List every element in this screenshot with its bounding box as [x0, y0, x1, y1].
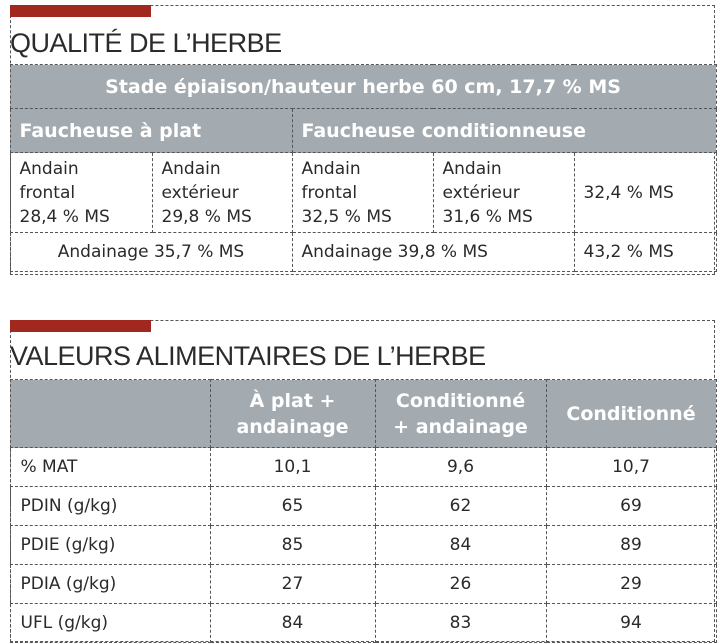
column-header-flat-andainage: À plat + andainage [210, 380, 375, 448]
windrow-cell: Andain extérieur 29,8 % MS [152, 153, 292, 233]
row-label: PDIN (g/kg) [10, 487, 210, 526]
cell-value: 94 [546, 604, 716, 643]
feed-values-section [10, 320, 715, 642]
windrow-cell: Andain frontal 28,4 % MS [10, 153, 152, 233]
cell-value: 85 [210, 526, 375, 565]
cell-value: 10,1 [210, 448, 375, 487]
table-row [10, 565, 716, 604]
cell-value: 84 [210, 604, 375, 643]
cell-value: 84 [375, 526, 546, 565]
row-label: UFL (g/kg) [10, 604, 210, 643]
windrow-cell: Andain extérieur 31,6 % MS [433, 153, 574, 233]
row-label: % MAT [10, 448, 210, 487]
section-accent-bar [10, 320, 151, 332]
table-row [10, 487, 716, 526]
column-header-conditioned-andainage: Conditionné + andainage [375, 380, 546, 448]
section-title-quality: QUALITÉ DE L’HERBE [10, 28, 282, 58]
andainage-cell: Andainage 39,8 % MS [292, 233, 574, 272]
section-accent-bar [10, 5, 151, 17]
section-title-feed-values: VALEURS ALIMENTAIRES DE L’HERBE [10, 341, 486, 371]
cell-value: 89 [546, 526, 716, 565]
cell-value: 62 [375, 487, 546, 526]
cell-value: 83 [375, 604, 546, 643]
group-header-flat-mower: Faucheuse à plat [10, 109, 292, 153]
group-header-conditioner-mower: Faucheuse conditionneuse [292, 109, 716, 153]
cell-value: 65 [210, 487, 375, 526]
cell-value: 9,6 [375, 448, 546, 487]
quality-table [10, 64, 717, 272]
column-header-conditioned: Conditionné [546, 380, 716, 448]
table-row [10, 604, 716, 643]
table-header-row [10, 380, 716, 448]
andainage-cell: 43,2 % MS [574, 233, 716, 272]
cell-value: 29 [546, 565, 716, 604]
windrow-cell: 32,4 % MS [574, 153, 716, 233]
cell-value: 69 [546, 487, 716, 526]
column-header-empty [10, 380, 210, 448]
row-label: PDIE (g/kg) [10, 526, 210, 565]
feed-values-table [10, 379, 717, 643]
table-row [10, 448, 716, 487]
table-row [10, 526, 716, 565]
windrow-cell: Andain frontal 32,5 % MS [292, 153, 433, 233]
row-label: PDIA (g/kg) [10, 565, 210, 604]
cell-value: 10,7 [546, 448, 716, 487]
stage-header: Stade épiaison/hauteur herbe 60 cm, 17,7 % MS [10, 65, 716, 109]
cell-value: 26 [375, 565, 546, 604]
andainage-cell: Andainage 35,7 % MS [10, 233, 292, 272]
quality-section [10, 5, 715, 275]
cell-value: 27 [210, 565, 375, 604]
